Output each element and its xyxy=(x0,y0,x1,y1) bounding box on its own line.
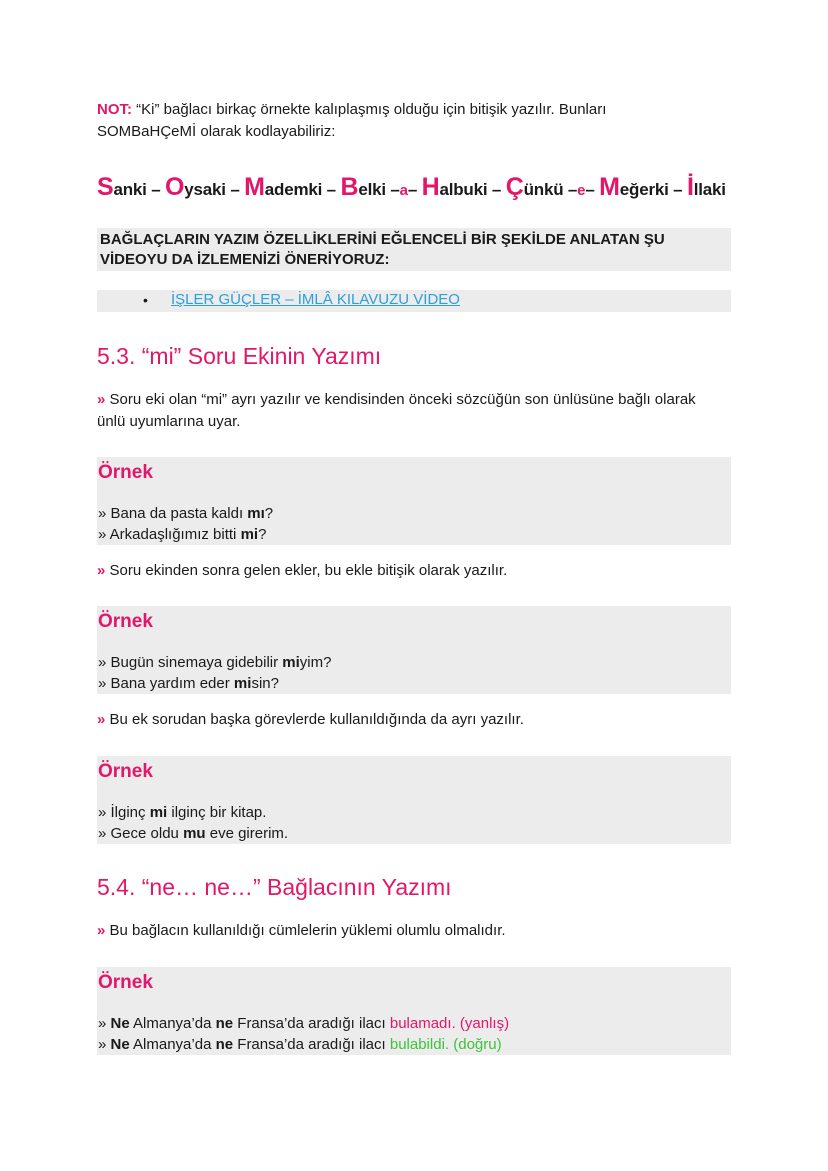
rule-paragraph-1: » Soru eki olan “mi” ayrı yazılır ve kendisinden önceki sözcüğün son ünlüsüne bağlı olarak ünlü uyumlarına uyar. xyxy=(97,391,696,430)
note-text-1: “Ki” bağlacı birkaç örnekte kalıplaşmış olduğu için bitişik yazılır. Bunları xyxy=(132,101,607,118)
mnemonic-word: Sanki xyxy=(97,173,147,201)
chevron-icon: » xyxy=(97,391,106,408)
mnemonic-separator: – xyxy=(225,180,245,199)
mnemonic-line xyxy=(97,173,726,202)
mnemonic-separator: – xyxy=(385,180,400,199)
chevron-icon: » xyxy=(97,922,106,939)
chevron-icon: » xyxy=(97,711,106,728)
chevron-icon: » xyxy=(97,562,106,579)
example-title: Örnek xyxy=(98,611,153,632)
mnemonic-vowel: e xyxy=(577,182,586,199)
example-box-1 xyxy=(97,457,731,545)
mnemonic-word: Oysaki xyxy=(165,173,226,201)
video-box-line-1: BAĞLAÇLARIN YAZIM ÖZELLİKLERİNİ EĞLENCELİ BİR ŞEKİLDE ANLATAN ŞU xyxy=(100,231,665,248)
video-recommendation-box xyxy=(97,228,731,271)
mnemonic-word: Çünkü xyxy=(505,173,564,201)
mnemonic-separator: – xyxy=(407,180,422,199)
video-link-box xyxy=(97,290,731,312)
example-title: Örnek xyxy=(98,462,153,483)
video-link[interactable]: İŞLER GÜÇLER – İMLÂ KILAVUZU VİDEO xyxy=(171,291,460,308)
mnemonic-word: Meğerki xyxy=(599,173,669,201)
example-box-2 xyxy=(97,606,731,694)
mnemonic-separator: – xyxy=(563,180,578,199)
example-line: » Ne Almanya’da ne Fransa’da aradığı ilacı bulamadı. (yanlış) xyxy=(98,1015,510,1032)
correct-verb: bulabildi. (doğru) xyxy=(389,1036,502,1053)
rule-paragraph-3: » Bu ek sorudan başka görevlerde kullanıldığında da ayrı yazılır. xyxy=(97,711,524,728)
example-title: Örnek xyxy=(98,972,153,993)
example-box-4 xyxy=(97,967,731,1055)
note-text-2: SOMBaHÇeMİ olarak kodlayabiliriz: xyxy=(97,123,336,140)
rule-paragraph-4: » Bu bağlacın kullanıldığı cümlelerin yüklemi olumlu olmalıdır. xyxy=(97,922,506,939)
note-paragraph xyxy=(97,99,731,143)
rule-paragraph-2: » Soru ekinden sonra gelen ekler, bu ekle bitişik olarak yazılır. xyxy=(97,562,508,579)
example-line: » Ne Almanya’da ne Fransa’da aradığı ilacı bulabildi. (doğru) xyxy=(98,1036,502,1053)
example-title: Örnek xyxy=(98,761,153,782)
mnemonic-word: Halbuki xyxy=(421,173,488,201)
note-label: NOT: xyxy=(97,101,132,118)
example-line: » Arkadaşlığımız bitti mi? xyxy=(98,526,267,543)
mnemonic-separator: – xyxy=(585,180,600,199)
section-heading-5-4: 5.4. “ne… ne…” Bağlacının Yazımı xyxy=(97,874,452,900)
example-line: » Bana da pasta kaldı mı? xyxy=(98,505,274,522)
example-line: » İlginç mi ilginç bir kitap. xyxy=(98,804,267,821)
mnemonic-word: Mademki xyxy=(244,173,323,201)
video-box-line-2: VİDEOYU DA İZLEMENİZİ ÖNERİYORUZ: xyxy=(100,251,390,268)
example-line: » Bana yardım eder misin? xyxy=(98,675,279,692)
bullet-icon: • xyxy=(143,292,148,308)
section-heading-5-3: 5.3. “mi” Soru Ekinin Yazımı xyxy=(97,343,382,369)
example-line: » Bugün sinemaya gidebilir miyim? xyxy=(98,654,332,671)
mnemonic-word: Belki xyxy=(340,173,386,201)
mnemonic-separator: – xyxy=(146,180,166,199)
mnemonic-vowel: a xyxy=(399,182,408,199)
example-line: » Gece oldu mu eve girerim. xyxy=(98,825,289,842)
wrong-verb: bulamadı. (yanlış) xyxy=(389,1015,510,1032)
example-box-3 xyxy=(97,756,731,844)
mnemonic-word: İllaki xyxy=(686,173,726,201)
mnemonic-separator: – xyxy=(668,180,687,199)
mnemonic-separator: – xyxy=(322,180,341,199)
mnemonic-separator: – xyxy=(487,180,506,199)
